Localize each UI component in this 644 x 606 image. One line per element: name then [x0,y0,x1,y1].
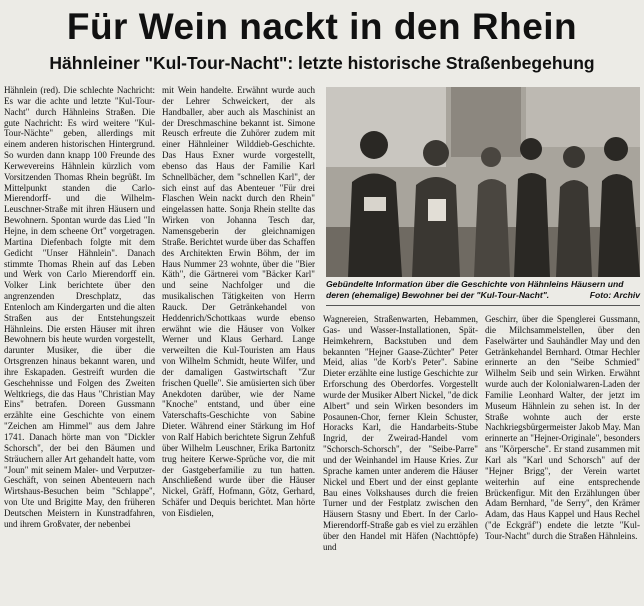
column-text: Wagnereien, Straßenwarten, Hebammen, Gas- und Wasser-Installationen, Spät-Heimkehrern, Backstuben und dem bekannten "Hejner Gaase-Züchter" Peter Meid, alias "de Korb's Peter". Sabine Dieter erzählte eine lustige Geschichte zur Erforschung des Oberdorfes. Vorgestellt wurde der Musiker Albert Nickel, "de dick Albert" und sein Wirken besonders im Posaunen-Chor, ferner Klein Schuster, Horacks Karl, die Handarbeits-Stube Ingrid, der Zweirad-Handel vom "Schorsch-Schorsch", der "Seibe-Parre" und der Weinhandel im Hause Kries. Zur Sprache kamen unter anderem die Häuser Nickel und Ebert und der einst geplante Bau eines Volkshauses durch die freien Turner und der Festplatz zwischen den Häusern Stasny und Ebert. In der Carlo-Mierendorff-Straße gab es viel zu erzählen über den Handel mit Häfen (Nachttöpfe) und [323,314,478,552]
photo-crowd-illustration [326,87,640,277]
divider [326,305,640,306]
article-column-4 [485,314,640,542]
article-column-3 [323,314,478,553]
subheadline: Hähnleiner "Kul-Tour-Nacht": letzte historische Straßenbegehung [49,53,595,73]
photo-caption [326,279,640,301]
article-photo [326,87,640,277]
column-text: Hähnlein (red). Die schlechte Nachricht: Es war die achte und letzte "Kul-Tour-Nacht" durch Hähnleins Straßen. Die gute Nachricht: Es wird weitere "Kul-Tour-Nächte" geben, allerdings mit einem anderen historischen Hintergrund. So wurden dann knapp 100 Freunde des Kerwevereins Hähnlein kürzlich vom Vorsitzenden Thomas Rhein begrüßt. Im Mittelpunkt standen die Carlo-Mierendorff- und die Wilhelm-Leuschner-Straße mit ihren Häusern und Bewohnern. Spontan wurde das Lied "In Hejne, in dem scheene Ort" vorgetragen. Martina Diefenbach folgte mit dem Gedicht "Unser Hähnlein". Danach stimmte Thomas Rhein auf das Leben und Werk von Carlo Mierendorff ein. Volker Link berichtete über den angrenzenden Dreschplatz, das Entenloch am Kindergarten und die alten Straßen aus der Entstehungszeit Hähnleins. Die ersten Häuser mit ihren Bewohnern bis heute wurden vorgestellt, darunter Musiker, die über die Ortsgrenzen hinaus bekannt waren, und ihre Eskapaden. Gestreift wurden die Geschehnisse und Folgen des Zweiten Weltkriegs, die das Haus "Christian May Eins" betrafen. Doreen Gussmann erzählte eine Geschichte von einem "Zeichen am Himmel" aus dem Jahre 1741. Danach hörte man von "Dickler Schorsch", der bei den Bäumen und Sträuchern aller Art gehandelt hatte, vom "Joun" mit seinem Maler- und Verputzer-Geschäft, von seinen Abenteuern nach Wirtshaus-Besuchen beim "Schlappe", von Ute und Brigitte May, den früheren Deutschen Meistern in Kunstradfahren, und ihrem Großvater, der nebenbei [4,85,155,529]
headline: Für Wein nackt in den Rhein [66,6,578,47]
photo-credit: Foto: Archiv [589,290,640,300]
column-text: Geschirr, über die Spenglerei Gussmann, die Milchsammelstellen, über den Faselwärter und Sauhändler May und den Getränkehandel Bernhard. Otmar Hechler erinnerte an den "Seibe Schmied" Wilhelm Seib und sein Wirken. Erwähnt wurde auch der Kolonialwaren-Laden der Familie Leonhard Walter, der jetzt im Museum Hähnlein zu sehen ist. In der Straße wohnte auch der erste Nachkriegsbürgermeister Jakob May. Man erinnerte an "Hejner-Originale", besonders ans "Körpersche". Er stand zusammen mit Karl als "Karl und Schorsch" auf der "Hejner Brigg", der Verein wartet weiterhin auf eine entsprechende Brückenfigur. Mit den Erzählungen über Adam Bernhard, "de Serry", den Krämer Adam, das Haus Kappel und Haus Rechel ("de Eckgräf") endete die letzte "Kul-Tour-Nacht" durch die Straßen Hähnleins. [485,314,640,541]
article-column-1 [4,85,155,530]
article-column-2 [162,85,315,519]
column-text: mit Wein handelte. Erwähnt wurde auch der Lehrer Schweickert, der als Handballer, aber auch als Maschinist an der Dreschmaschine bekannt ist. Simone Reusch erfreute die Zuhörer zudem mit einer Hähnleiner Wilddieb-Geschichte. Das Haus Exner wurde vorgestellt, ebenso das Haus der Familie Karl Schnellbächer, dem "schnellen Karl", der sich einst auf das Abenteuer "Für drei Flaschen Wein nackt durch den Rhein" eingelassen hatte. Sonja Rhein stellte das Wirken von Johanna Tesch dar, Namensgeberin der gleichnamigen Straße. Berichtet wurde über das Schaffen des Architekten Erwin Böhm, der im Haus Nummer 23 wohnte, über die "Bier Käth", die Gärtnerei vom "Bäcker Karl" und seine Nachfolger und die musikalischen Tätigkeiten von Herrn Rauck. Der Getränkehandel von Heddenrich/Schottkaas wurde ebenso erwähnt wie die Häuser von Volker Werner und Klaus Gerhard. Lange verweilten die Kul-Touristen am Haus von Wilhelm Schmidt, heute Wilfer, und der damaligen Gastwirtschaft "Zur frischen Quelle". Sie amüsierten sich über Anekdoten darüber, wie der Name "Knoche" entstand, und über eine Vaterschafts-Geschichte von Sabine Dieter. Während einer Stärkung im Hof von Ralf Habich berichtete Sigrun Zehfuß über Wilhelm Leuschner, Erika Bartonitz trug heitere Kerwe-Sprüche vor, die mit der Gastgeberfamilie zu tun hatten. Anschließend wurde über die Häuser Nickel, Gräff, Hofmann, Götz, Gerhard, Schäfer und Dequis berichtet. Man hörte von Eisdielen, [162,85,315,518]
caption-text: Gebündelte Information über die Geschichte von Hähnleins Häusern und deren (ehemalige) Bewohner bei der "Kul-Tour-Nacht". [326,279,624,300]
